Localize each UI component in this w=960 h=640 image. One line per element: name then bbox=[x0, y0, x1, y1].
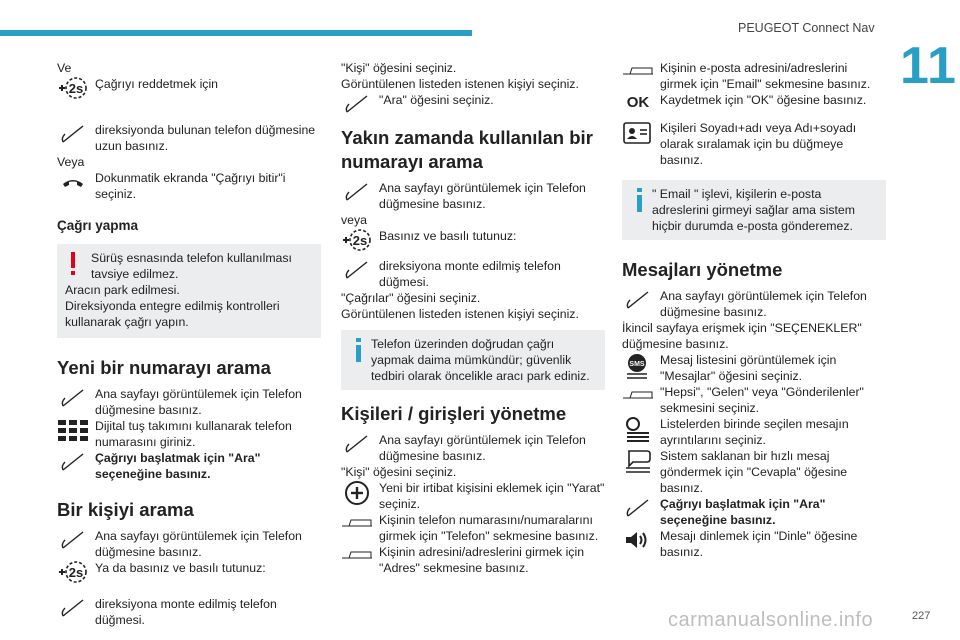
text-kisi: "Kişi" öğesini seçiniz. bbox=[341, 61, 457, 75]
tab-icon bbox=[341, 512, 373, 540]
call-button-icon bbox=[57, 450, 89, 478]
hang-up-icon bbox=[57, 170, 89, 198]
phone-button-icon bbox=[341, 180, 373, 208]
text-g-1: Ana sayfayı görüntülemek için Telefon düğmesine basınız. bbox=[660, 289, 867, 319]
row-con-1 bbox=[57, 528, 321, 560]
row-g-1 bbox=[622, 288, 886, 320]
text-ve: Ve bbox=[57, 61, 72, 75]
header-title: PEUGEOT Connect Nav bbox=[738, 21, 875, 35]
heading-call: Çağrı yapma bbox=[57, 218, 139, 233]
row-g-5 bbox=[622, 416, 886, 448]
add-circle-icon bbox=[341, 480, 373, 508]
call-button-icon bbox=[622, 496, 654, 524]
text-g-6: Sistem saklanan bir hızlı mesaj göndermek için "Cevapla" öğesine basınız. bbox=[660, 449, 848, 495]
text-r-4: "Çağrılar" öğesini seçiniz. bbox=[341, 291, 481, 305]
press-2s-icon bbox=[341, 228, 373, 256]
row-press-long bbox=[57, 122, 321, 154]
press-2s-label: 2s bbox=[352, 233, 368, 248]
text-e-3: Kişileri Soyadı+adı veya Adı+soyadı olarak sıralamak için bu düğmeye basınız. bbox=[660, 121, 857, 167]
row-reject bbox=[57, 76, 321, 106]
text-new-1: Ana sayfayı görüntülemek için Telefon düğmesine basınız. bbox=[95, 387, 302, 417]
text-list: Görüntülenen listeden istenen kişiyi seçiniz. bbox=[341, 77, 579, 91]
info-icon bbox=[355, 338, 363, 366]
info-text: Telefon üzerinden doğrudan çağrı yapmak daima mümkündür; güvenlik tedbiri olarak öncelikle aracı park ediniz. bbox=[371, 337, 590, 383]
press-2s-icon bbox=[57, 560, 89, 588]
reply-list-icon bbox=[622, 448, 654, 476]
heading-manage: Kişileri / girişleri yönetme bbox=[341, 403, 567, 424]
phone-button-icon bbox=[622, 288, 654, 316]
row-e-3 bbox=[622, 120, 886, 168]
steering-phone-icon bbox=[57, 596, 89, 624]
text-new-3: Çağrıyı başlatmak için "Ara" seçeneğine basınız. bbox=[95, 451, 261, 481]
sms-label: SMS bbox=[629, 361, 645, 368]
steering-phone-icon bbox=[57, 122, 89, 150]
tab-icon bbox=[341, 544, 373, 572]
watermark: carmanualsonline.info bbox=[668, 609, 874, 631]
text-e-1: Kişinin e-posta adresini/adreslerini girmek için "Email" sekmesine basınız. bbox=[660, 61, 871, 91]
info-email-text: " Email " işlevi, kişilerin e-posta adreslerini girmeyi sağlar ama sistem hiçbir durumda e-posta gönderemez. bbox=[652, 187, 855, 233]
text-r-3: direksiyona monte edilmiş telefon düğmesi. bbox=[379, 259, 561, 289]
text-g-8: Mesajı dinlemek için "Dinle" öğesine basınız. bbox=[660, 529, 858, 559]
row-touch-end bbox=[57, 170, 321, 202]
heading-recent: Yakın zamanda kullanılan bir numarayı arama bbox=[341, 127, 593, 172]
keypad-icon bbox=[57, 418, 89, 446]
text-g-7: Çağrıyı başlatmak için "Ara" seçeneğine basınız. bbox=[660, 497, 826, 527]
row-r-2 bbox=[341, 228, 605, 258]
warning-box bbox=[57, 244, 321, 338]
text-m-4: Kişinin telefon numarasını/numaralarını girmek için "Telefon" sekmesine basınız. bbox=[379, 513, 599, 543]
text-g-3: Mesaj listesini görüntülemek için "Mesajlar" öğesini seçiniz. bbox=[660, 353, 837, 383]
tab-icon bbox=[622, 60, 654, 88]
text-g-4: "Hepsi", "Gelen" veya "Gönderilenler" sekmesini seçiniz. bbox=[660, 385, 864, 415]
row-con-3 bbox=[57, 596, 321, 628]
row-g-4 bbox=[622, 384, 886, 416]
column-3 bbox=[622, 60, 886, 560]
message-detail-icon bbox=[622, 416, 654, 444]
text-veya-2: veya bbox=[341, 213, 367, 227]
text-veya: Veya bbox=[57, 155, 85, 169]
contact-card-icon bbox=[622, 120, 654, 148]
text-con-3: direksiyona monte edilmiş telefon düğmesi. bbox=[95, 597, 277, 627]
warning-icon bbox=[69, 252, 77, 280]
steering-phone-icon bbox=[341, 258, 373, 286]
text-ara: "Ara" öğesini seçiniz. bbox=[379, 93, 494, 107]
column-2 bbox=[341, 60, 605, 576]
row-e-2 bbox=[622, 92, 886, 111]
info-icon bbox=[636, 188, 644, 216]
phone-button-icon bbox=[341, 432, 373, 460]
header-accent-bar bbox=[0, 30, 472, 36]
text-r-5: Görüntülenen listeden istenen kişiyi seçiniz. bbox=[341, 307, 579, 321]
press-2s-label: 2s bbox=[68, 81, 84, 96]
row-m-3 bbox=[341, 480, 605, 512]
heading-contact: Bir kişiyi arama bbox=[57, 499, 194, 520]
press-2s-icon bbox=[57, 76, 89, 104]
text-g-5: Listelerden birinde seçilen mesajın ayrıntılarını seçiniz. bbox=[660, 417, 849, 447]
speaker-icon bbox=[622, 528, 654, 556]
text-g-2: İkincil sayfaya erişmek için "SEÇENEKLER" düğmesine basınız. bbox=[622, 321, 862, 351]
phone-button-icon bbox=[57, 528, 89, 556]
row-m-5 bbox=[341, 544, 605, 576]
row-r-1 bbox=[341, 180, 605, 212]
text-touch-end: Dokunmatik ekranda "Çağrıyı bitir"i seçiniz. bbox=[95, 171, 286, 201]
chapter-number: 11 bbox=[900, 37, 957, 95]
row-g-3 bbox=[622, 352, 886, 384]
row-m-4 bbox=[341, 512, 605, 544]
info-box-email bbox=[622, 180, 886, 240]
text-m-1: Ana sayfayı görüntülemek için Telefon düğmesine basınız. bbox=[379, 433, 586, 463]
row-g-8 bbox=[622, 528, 886, 560]
ok-label: OK bbox=[626, 94, 650, 111]
text-r-1: Ana sayfayı görüntülemek için Telefon düğmesine basınız. bbox=[379, 181, 586, 211]
row-e-1 bbox=[622, 60, 886, 92]
row-ara bbox=[341, 92, 605, 108]
text-press-long: direksiyonda bulunan telefon düğmesine uzun basınız. bbox=[95, 123, 316, 153]
column-1 bbox=[57, 60, 321, 628]
text-m-3: Yeni bir irtibat kişisini eklemek için "Yarat" seçiniz. bbox=[379, 481, 605, 511]
tab-icon bbox=[622, 384, 654, 412]
row-m-1 bbox=[341, 432, 605, 464]
text-m-5: Kişinin adresini/adreslerini girmek için "Adres" sekmesine basınız. bbox=[379, 545, 585, 575]
text-con-1: Ana sayfayı görüntülemek için Telefon düğmesine basınız. bbox=[95, 529, 302, 559]
sms-icon bbox=[622, 352, 654, 380]
warning-text-2: Aracın park edilmesi. bbox=[65, 283, 180, 297]
warning-text-1: Sürüş esnasında telefon kullanılması tavsiye edilmez. bbox=[91, 251, 292, 281]
row-g-7 bbox=[622, 496, 886, 528]
text-new-2: Dijital tuş takımını kullanarak telefon numarasını giriniz. bbox=[95, 419, 292, 449]
heading-messages: Mesajları yönetme bbox=[622, 259, 783, 280]
info-box bbox=[341, 330, 605, 390]
row-new-3 bbox=[57, 450, 321, 482]
row-new-2 bbox=[57, 418, 321, 450]
heading-new-number: Yeni bir numarayı arama bbox=[57, 357, 271, 378]
text-e-2: Kaydetmek için "OK" öğesine basınız. bbox=[660, 93, 867, 107]
text-con-2: Ya da basınız ve basılı tutunuz: bbox=[95, 561, 266, 575]
page-number: 227 bbox=[912, 610, 931, 622]
text-m-2: "Kişi" öğesini seçiniz. bbox=[341, 465, 457, 479]
phone-button-icon bbox=[57, 386, 89, 414]
press-2s-label: 2s bbox=[68, 565, 84, 580]
text-r-2: Basınız ve basılı tutunuz: bbox=[379, 229, 517, 243]
text-reject: Çağrıyı reddetmek için bbox=[95, 77, 219, 91]
touch-icon bbox=[341, 92, 373, 120]
row-new-1 bbox=[57, 386, 321, 418]
ok-icon bbox=[622, 92, 654, 120]
row-r-3 bbox=[341, 258, 605, 290]
row-g-6 bbox=[622, 448, 886, 496]
row-con-2 bbox=[57, 560, 321, 590]
warning-text-3: Direksiyonda entegre edilmiş kontrolleri kullanarak çağrı yapın. bbox=[65, 299, 280, 329]
